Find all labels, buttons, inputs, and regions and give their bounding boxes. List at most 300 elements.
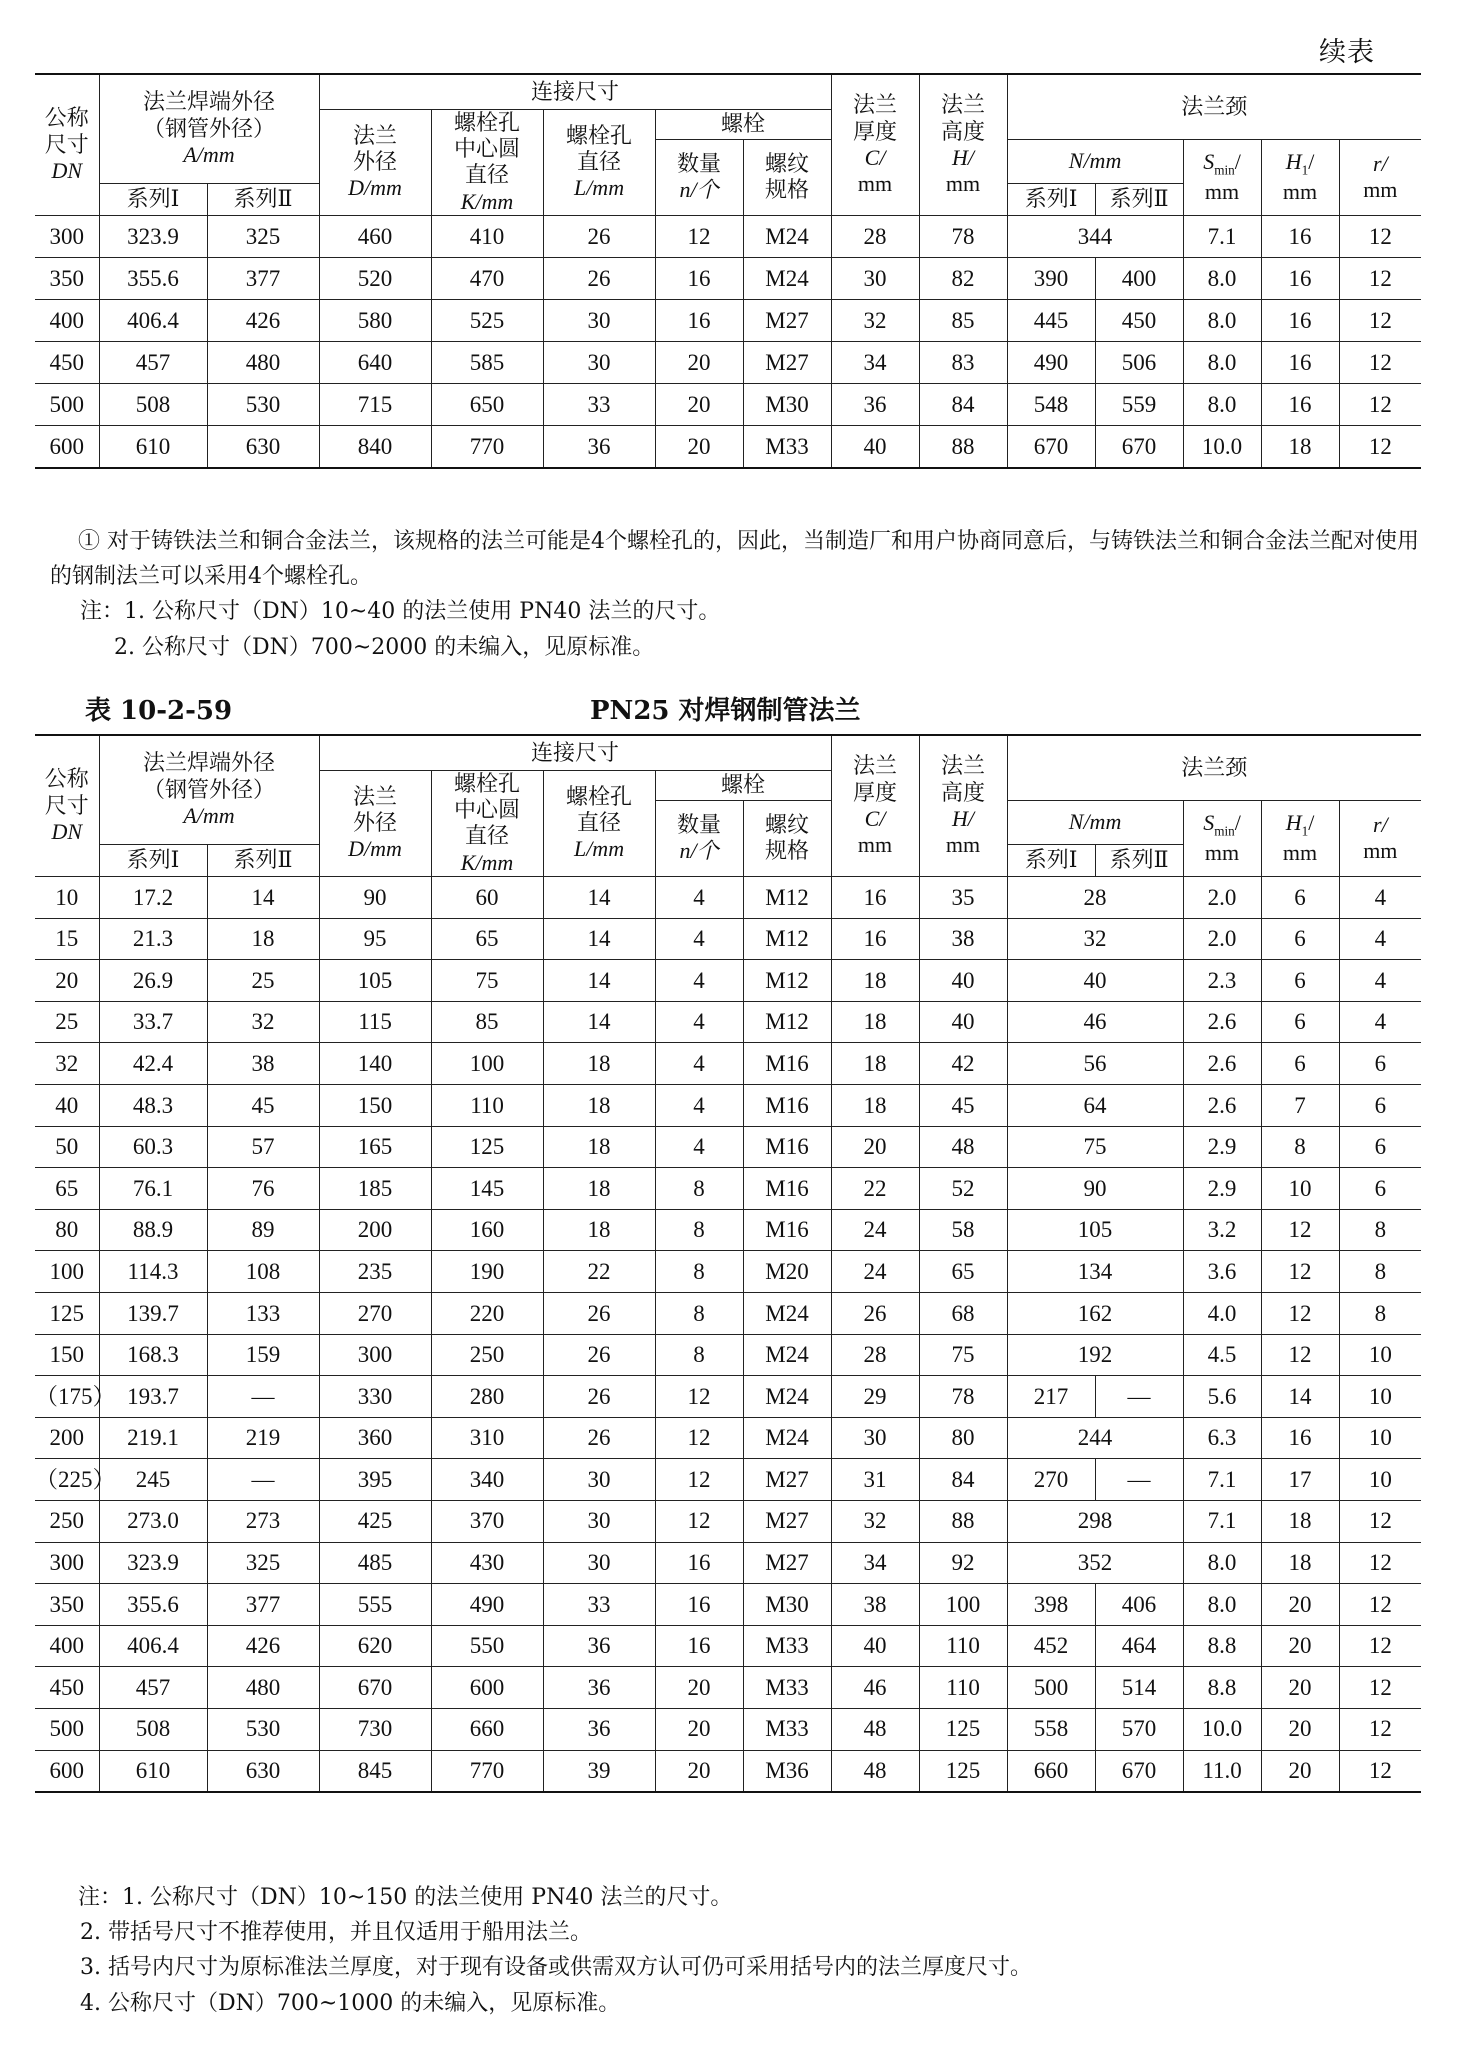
table-cell: 10 [1339, 1334, 1421, 1376]
table-cell: 95 [319, 918, 431, 960]
header-pipe-od [99, 735, 319, 845]
table-cell: 60.3 [99, 1126, 207, 1168]
table-cell: 400 [35, 1625, 99, 1667]
table-cell: 400 [1095, 258, 1183, 300]
table-cell: 555 [319, 1584, 431, 1626]
table-cell: 464 [1095, 1625, 1183, 1667]
table-cell: 8.0 [1183, 1584, 1261, 1626]
table-cell: 4 [1339, 960, 1421, 1002]
table-cell: 7.1 [1183, 216, 1261, 258]
header-h1 [1261, 139, 1339, 216]
dn-header-text: 尺寸 [44, 792, 89, 818]
table-cell: 88 [919, 1500, 1007, 1542]
table-cell: 14 [543, 960, 655, 1002]
table-row [35, 1085, 1421, 1127]
table-row [35, 1708, 1421, 1750]
table-cell: 6 [1261, 1043, 1339, 1085]
table-cell: 110 [919, 1667, 1007, 1709]
table-cell: 580 [319, 300, 431, 342]
bolt-qty-text: n/个 [679, 838, 719, 864]
table-cell: 310 [431, 1417, 543, 1459]
table-cell: 6 [1261, 877, 1339, 919]
dn-header-text: 公称 [44, 766, 89, 792]
smin-text: S [1203, 149, 1215, 175]
table-cell: 36 [543, 1667, 655, 1709]
table-cell: 39 [543, 1750, 655, 1792]
table-cell: 4 [655, 1126, 743, 1168]
header-n-series1 [1007, 845, 1095, 877]
table-header [35, 74, 1421, 216]
note-line: 4. 公称尺寸（DN）700~1000 的未编入，见原标准。 [80, 1990, 621, 2016]
table-cell: 76 [207, 1168, 319, 1210]
table-cell: M27 [743, 1542, 831, 1584]
table-cell: 82 [919, 258, 1007, 300]
thickness-text: 法兰 [853, 753, 898, 779]
table-cell: 58 [919, 1209, 1007, 1251]
table-cell: 18 [831, 1043, 919, 1085]
thickness-text: 法兰 [853, 92, 898, 118]
table-cell: 6 [1339, 1043, 1421, 1085]
table-cell: 36 [543, 1625, 655, 1667]
table-cell: 12 [1261, 1251, 1339, 1293]
table-cell: 40 [831, 426, 919, 469]
table-cell: M27 [743, 300, 831, 342]
table-cell: 430 [431, 1542, 543, 1584]
table-cell: 406.4 [99, 300, 207, 342]
table-cell: 100 [35, 1251, 99, 1293]
table-cell: 390 [1007, 258, 1095, 300]
table-cell: 300 [319, 1334, 431, 1376]
table-cell: 115 [319, 1001, 431, 1043]
table-cell: 620 [319, 1625, 431, 1667]
table-cell: 670 [1007, 426, 1095, 469]
table-cell: 45 [919, 1085, 1007, 1127]
bolt-hole-text: 螺栓孔 [566, 122, 633, 148]
table-cell: 85 [919, 300, 1007, 342]
table-cell: 406 [1095, 1584, 1183, 1626]
table-cell: 12 [1261, 1209, 1339, 1251]
table-cell: 8 [1339, 1209, 1421, 1251]
table-cell: 65 [919, 1251, 1007, 1293]
dn-header-text: 尺寸 [44, 131, 89, 157]
table-cell: 20 [655, 426, 743, 469]
table-cell: 125 [919, 1750, 1007, 1792]
header-pipe-od [99, 74, 319, 184]
table-cell: 114.3 [99, 1251, 207, 1293]
bolt-circle-text: K/mm [460, 849, 514, 875]
table-cell: 559 [1095, 384, 1183, 426]
table-cell: 450 [1095, 300, 1183, 342]
table-cell: 500 [35, 384, 99, 426]
table-cell: 16 [1261, 342, 1339, 384]
table-cell: 508 [99, 1708, 207, 1750]
smin-text: S [1203, 810, 1215, 836]
table-cell: 33 [543, 384, 655, 426]
table-cell: M24 [743, 1417, 831, 1459]
table-cell: M24 [743, 216, 831, 258]
table-cell: 20 [655, 342, 743, 384]
table-cell: 15 [35, 918, 99, 960]
height-text: 高度 [941, 779, 986, 805]
table-cell: 33.7 [99, 1001, 207, 1043]
table-cell: 32 [831, 300, 919, 342]
table-cell: 190 [431, 1251, 543, 1293]
table-cell: 30 [543, 1542, 655, 1584]
table-cell: 10 [1261, 1168, 1339, 1210]
smin-text: mm [1204, 839, 1240, 865]
table-cell: 6 [1261, 1001, 1339, 1043]
table-cell: 6 [1261, 918, 1339, 960]
table-cell: 12 [1339, 258, 1421, 300]
table-cell: 16 [1261, 216, 1339, 258]
table-cell: 20 [1261, 1708, 1339, 1750]
table-cell: 300 [35, 1542, 99, 1584]
table-cell: 8.0 [1183, 384, 1261, 426]
table-cell: 7 [1261, 1085, 1339, 1127]
table-cell: 480 [207, 342, 319, 384]
table-cell: 14 [543, 918, 655, 960]
table-cell: 12 [1339, 216, 1421, 258]
table-cell: 50 [35, 1126, 99, 1168]
table-cell: 530 [207, 1708, 319, 1750]
table-cell: M16 [743, 1126, 831, 1168]
table-cell: 12 [1339, 426, 1421, 469]
table-cell: M30 [743, 384, 831, 426]
thickness-text: C/ [864, 145, 886, 171]
header-n-mm [1007, 800, 1183, 845]
dn-header-text: DN [51, 158, 83, 184]
table-cell: 457 [99, 1667, 207, 1709]
bolt-circle-text: 直径 [465, 162, 510, 188]
table-cell: 410 [431, 216, 543, 258]
table-cell: 400 [35, 300, 99, 342]
table-row [35, 1251, 1421, 1293]
table-cell: M12 [743, 960, 831, 1002]
table-cell: 377 [207, 1584, 319, 1626]
table-cell: 24 [831, 1209, 919, 1251]
bolt-hole-text: 直径 [577, 149, 622, 175]
bolt-thread-text: 螺纹 [765, 811, 810, 837]
table-cell: 12 [1261, 1334, 1339, 1376]
header-n-mm [1007, 139, 1183, 184]
table-cell: 6 [1261, 960, 1339, 1002]
table-row [35, 1459, 1421, 1501]
bolt-circle-text: K/mm [460, 188, 514, 214]
dn-header-text: 公称 [44, 105, 89, 131]
table-cell: 85 [431, 1001, 543, 1043]
table-cell: 508 [99, 384, 207, 426]
table-cell: 46 [1007, 1001, 1183, 1043]
table-cell: 506 [1095, 342, 1183, 384]
table-cell: 514 [1095, 1667, 1183, 1709]
connection-text: 连接尺寸 [531, 78, 620, 104]
table-cell: 88.9 [99, 1209, 207, 1251]
table-cell: 38 [207, 1043, 319, 1085]
table-cell: 18 [831, 960, 919, 1002]
table-cell: 2.9 [1183, 1126, 1261, 1168]
table-cell: 26 [543, 1417, 655, 1459]
table-cell: 168.3 [99, 1334, 207, 1376]
table-cell: 2.3 [1183, 960, 1261, 1002]
table-cell: 100 [431, 1043, 543, 1085]
flange-od-text: 外径 [353, 149, 398, 175]
table-cell: 125 [35, 1293, 99, 1335]
table-cell: 12 [655, 1500, 743, 1542]
table-cell: 630 [207, 1750, 319, 1792]
table-cell: 18 [543, 1126, 655, 1168]
bolt-qty-text: n/个 [679, 177, 719, 203]
bolt-qty-text: 数量 [677, 811, 722, 837]
table-cell: M33 [743, 1708, 831, 1750]
flange-od-text: 法兰 [353, 783, 398, 809]
header-row [35, 74, 1421, 109]
smin-text: mm [1204, 178, 1240, 204]
table-cell: 83 [919, 342, 1007, 384]
table-cell: 770 [431, 426, 543, 469]
table-cell: 159 [207, 1334, 319, 1376]
height-text: 法兰 [941, 92, 986, 118]
bolt-text: 螺栓 [721, 110, 766, 136]
table-cell: 12 [1339, 1542, 1421, 1584]
table-row [35, 1376, 1421, 1418]
h1-text: 1 [1301, 162, 1309, 178]
table-cell: 16 [1261, 1417, 1339, 1459]
table-cell: 65 [431, 918, 543, 960]
table-cell: 600 [35, 1750, 99, 1792]
bolt-thread-text: 规格 [765, 177, 810, 203]
bolt-hole-text: 直径 [577, 810, 622, 836]
table-cell: 8.0 [1183, 300, 1261, 342]
table-cell: 500 [35, 1708, 99, 1750]
table-cell: 193.7 [99, 1376, 207, 1418]
bolt-thread-text: 规格 [765, 838, 810, 864]
table-cell: 445 [1007, 300, 1095, 342]
table-cell: 398 [1007, 1584, 1095, 1626]
table-cell: 426 [207, 1625, 319, 1667]
table-cell: 26 [543, 1334, 655, 1376]
table-cell: 270 [319, 1293, 431, 1335]
table-cell: 7.1 [1183, 1500, 1261, 1542]
table-cell: M27 [743, 1500, 831, 1542]
header-connection [319, 74, 831, 109]
table-cell: 75 [1007, 1126, 1183, 1168]
h1-text: 1 [1301, 823, 1309, 839]
table-cell: M30 [743, 1584, 831, 1626]
table-cell: 10 [1339, 1376, 1421, 1418]
h1-text: H [1285, 810, 1302, 836]
table-cell: 350 [35, 1584, 99, 1626]
table-cell: 21.3 [99, 918, 207, 960]
table-cell: M24 [743, 1376, 831, 1418]
table-cell: — [1095, 1459, 1183, 1501]
table-cell: 16 [655, 1584, 743, 1626]
table-cell: 300 [35, 216, 99, 258]
table-cell: 48 [831, 1708, 919, 1750]
table-cell: 64 [1007, 1085, 1183, 1127]
table-cell: 660 [431, 1708, 543, 1750]
table-cell: M36 [743, 1750, 831, 1792]
smin-text: min [1214, 823, 1235, 839]
bolt-hole-text: L/mm [573, 175, 625, 201]
table-cell: 4 [655, 918, 743, 960]
table-cell: 133 [207, 1293, 319, 1335]
table-cell: 8 [655, 1209, 743, 1251]
header-bolt-qty [655, 800, 743, 877]
table-cell: 16 [655, 1542, 743, 1584]
table-cell: 17.2 [99, 877, 207, 919]
table-cell: 36 [543, 1708, 655, 1750]
bolt-circle-text: 直径 [465, 823, 510, 849]
flange-od-text: D/mm [348, 175, 402, 201]
table-cell: 30 [543, 342, 655, 384]
bolt-hole-text: L/mm [573, 836, 625, 862]
h1-text: mm [1282, 839, 1318, 865]
table-cell: 36 [831, 384, 919, 426]
table-cell: 12 [655, 1417, 743, 1459]
table-cell: 20 [655, 1708, 743, 1750]
header-height [919, 735, 1007, 877]
header-bolt-hole [543, 770, 655, 877]
table-cell: 8 [655, 1334, 743, 1376]
table-cell: 377 [207, 258, 319, 300]
table-cell: 4 [1339, 1001, 1421, 1043]
table-cell: M24 [743, 258, 831, 300]
table-cell: 10 [1339, 1417, 1421, 1459]
table-cell: 36 [543, 426, 655, 469]
table-number: 表 10-2-59 [85, 696, 233, 726]
table-cell: 14 [543, 1001, 655, 1043]
table-cell: — [207, 1459, 319, 1501]
table-row [35, 1126, 1421, 1168]
r-text: mm [1363, 838, 1398, 864]
table-cell: 730 [319, 1708, 431, 1750]
table-row [35, 1667, 1421, 1709]
table-cell: 20 [655, 384, 743, 426]
table-cell: 26 [543, 216, 655, 258]
neck-text: 法兰颈 [1181, 93, 1248, 119]
pipe-od-text: 法兰焊端外径 [143, 89, 276, 115]
table-cell: 250 [35, 1500, 99, 1542]
r-text: r/ [1372, 150, 1388, 176]
bolt-circle-text: 螺栓孔 [454, 770, 521, 796]
table-cell: 68 [919, 1293, 1007, 1335]
table-cell: 12 [1261, 1293, 1339, 1335]
table-cell: 29 [831, 1376, 919, 1418]
table-row [35, 877, 1421, 919]
table-cell: 12 [1339, 1584, 1421, 1626]
table-cell: 2.0 [1183, 918, 1261, 960]
table-cell: 32 [207, 1001, 319, 1043]
pipe-od-text: （钢管外径） [143, 115, 276, 141]
table-cell: 273.0 [99, 1500, 207, 1542]
header-smin [1183, 800, 1261, 877]
table-cell: 4 [655, 1085, 743, 1127]
table-cell: 18 [1261, 1500, 1339, 1542]
table-cell: 78 [919, 1376, 1007, 1418]
table-cell: 558 [1007, 1708, 1095, 1750]
table-row [35, 1293, 1421, 1335]
table-cell: 670 [1095, 1750, 1183, 1792]
table-row [35, 1584, 1421, 1626]
table-cell: 845 [319, 1750, 431, 1792]
table-cell: 12 [1339, 342, 1421, 384]
table-cell: 16 [1261, 300, 1339, 342]
header-neck [1007, 735, 1421, 800]
table-cell: 32 [1007, 918, 1183, 960]
series2-text: 系列Ⅱ [1109, 186, 1169, 212]
table-row [35, 1209, 1421, 1251]
table-cell: 715 [319, 384, 431, 426]
pipe-od-text: A/mm [183, 142, 235, 168]
table-cell: 18 [831, 1001, 919, 1043]
table-cell: 45 [207, 1085, 319, 1127]
note-line: 3. 括号内尺寸为原标准法兰厚度，对于现有设备或供需双方认可仍可采用括号内的法兰厚度尺寸。 [80, 1955, 1032, 1981]
table-cell: 12 [1339, 1500, 1421, 1542]
table-row [35, 1168, 1421, 1210]
table-cell: 280 [431, 1376, 543, 1418]
header-bolt-thread [743, 139, 831, 216]
table-cell: 670 [319, 1667, 431, 1709]
height-text: 法兰 [941, 753, 986, 779]
bolt-text: 螺栓 [721, 771, 766, 797]
n-mm-text: N/mm [1068, 809, 1122, 835]
table-cell: 88 [919, 426, 1007, 469]
table-cell: 550 [431, 1625, 543, 1667]
table-cell: 200 [35, 1417, 99, 1459]
table-cell: 12 [655, 1376, 743, 1418]
table-cell: 12 [1339, 1625, 1421, 1667]
table-cell: 30 [543, 1500, 655, 1542]
pipe-od-text: A/mm [183, 803, 235, 829]
header-series2 [207, 845, 319, 877]
pipe-od-text: （钢管外径） [143, 776, 276, 802]
table-cell: 40 [831, 1625, 919, 1667]
table-row [35, 258, 1421, 300]
table-cell: 16 [831, 877, 919, 919]
smin-text: / [1234, 810, 1241, 836]
bolt-hole-text: 螺栓孔 [566, 783, 633, 809]
header-n-series2 [1095, 845, 1183, 877]
table-cell: 12 [1339, 1667, 1421, 1709]
table-cell: 4 [655, 1001, 743, 1043]
table-cell: 28 [831, 216, 919, 258]
table-cell: 105 [1007, 1209, 1183, 1251]
table-cell: 18 [543, 1168, 655, 1210]
table-cell: 630 [207, 426, 319, 469]
table-cell: 18 [543, 1043, 655, 1085]
header-nominal-size [35, 735, 99, 877]
table-cell: 8 [655, 1168, 743, 1210]
table-cell: 8.8 [1183, 1625, 1261, 1667]
table-cell: 500 [1007, 1667, 1095, 1709]
header-bolt-thread [743, 800, 831, 877]
table-cell: 460 [319, 216, 431, 258]
table-cell: 42.4 [99, 1043, 207, 1085]
table-cell: 273 [207, 1500, 319, 1542]
table-cell: 10.0 [1183, 426, 1261, 469]
table-cell: 17 [1261, 1459, 1339, 1501]
table-cell: 8.0 [1183, 258, 1261, 300]
table-cell: 8 [1339, 1293, 1421, 1335]
flange-table-pn25 [35, 734, 1421, 1793]
table-cell: 12 [655, 1459, 743, 1501]
table-cell: 8 [1339, 1251, 1421, 1293]
table-cell: 24 [831, 1251, 919, 1293]
smin-text: min [1214, 162, 1235, 178]
table-cell: 48 [919, 1126, 1007, 1168]
table-cell: 220 [431, 1293, 543, 1335]
table-cell: 650 [431, 384, 543, 426]
